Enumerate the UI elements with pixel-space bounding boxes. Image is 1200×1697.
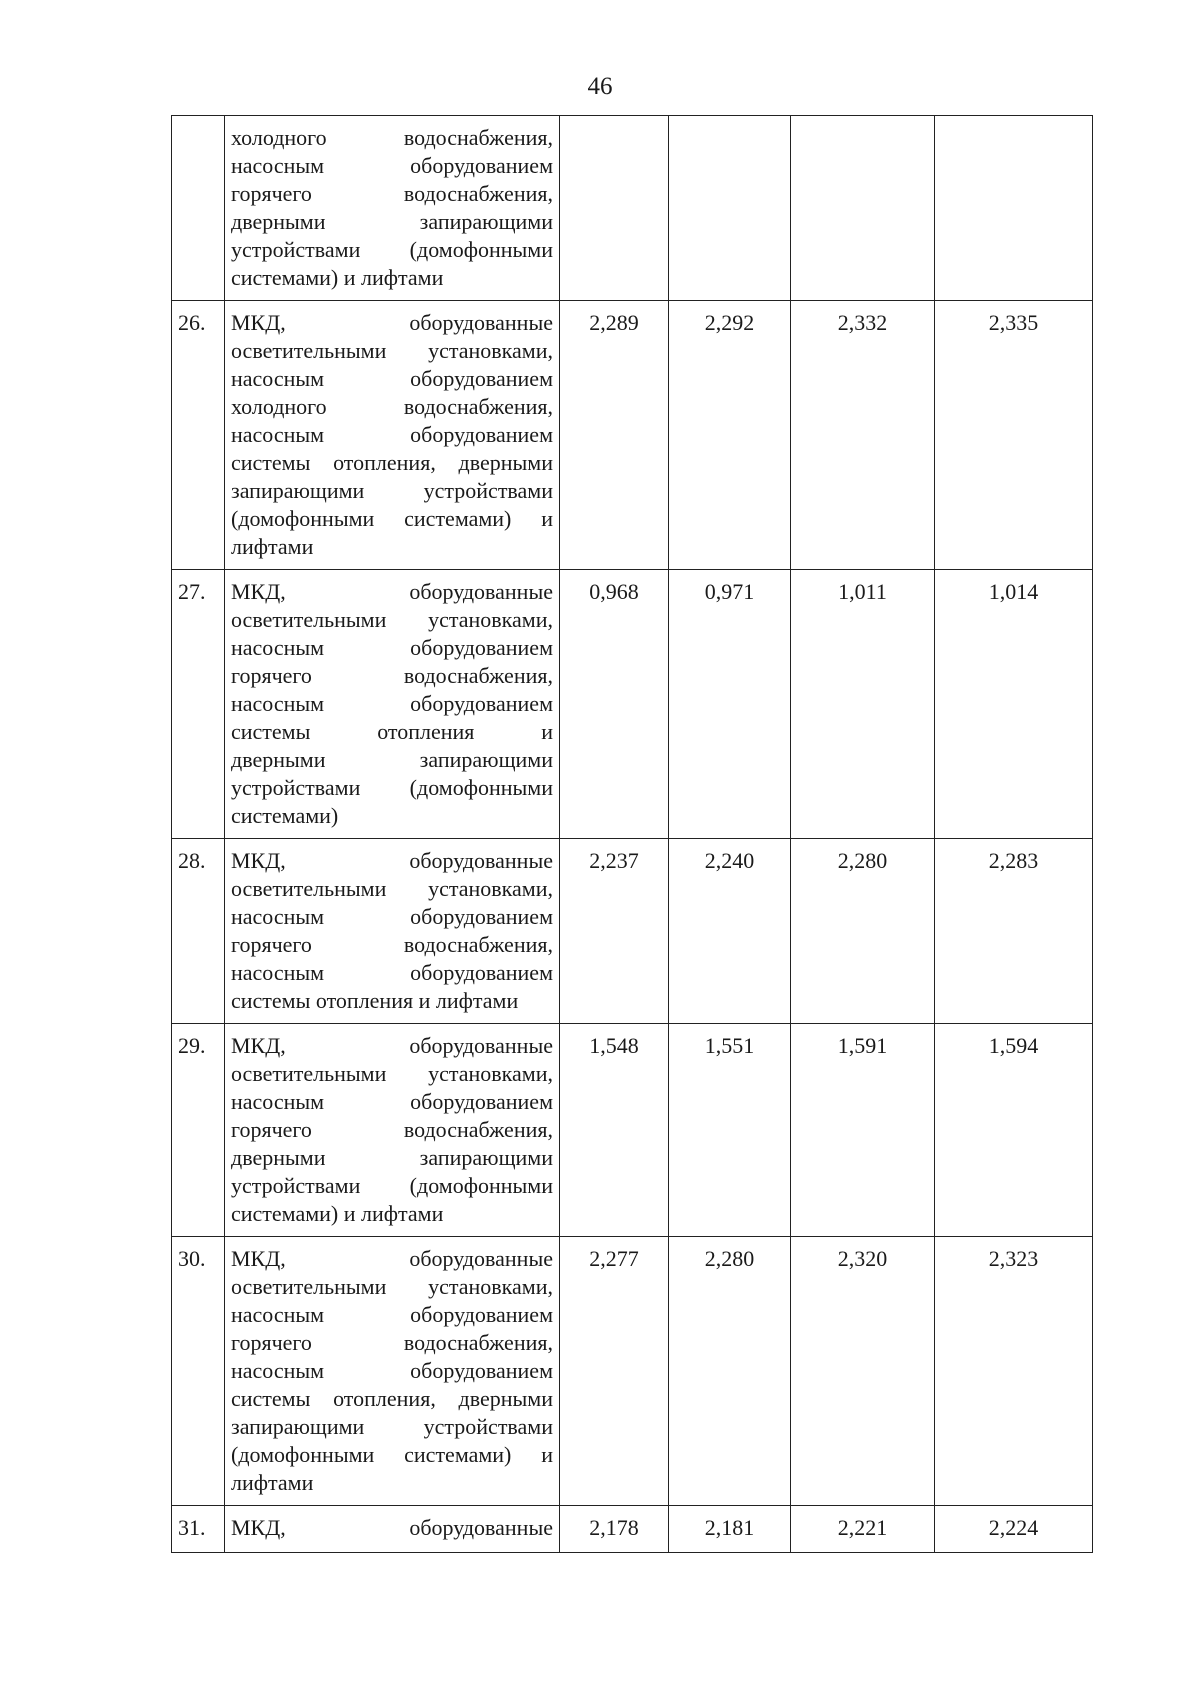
- description-line: горячего водоснабжения,: [231, 1330, 553, 1355]
- description-line: МКД, оборудованные: [231, 1033, 553, 1058]
- description-line: (домофонными системами) и: [231, 506, 553, 531]
- value-cell-1: 2,178: [560, 1506, 669, 1553]
- value-cell-3: 2,280: [791, 839, 935, 1024]
- row-number: 29.: [172, 1024, 225, 1237]
- row-number: 31.: [172, 1506, 225, 1553]
- description-line: горячего водоснабжения,: [231, 181, 553, 206]
- value-cell-3: 2,320: [791, 1237, 935, 1506]
- description-line: системами): [231, 803, 339, 828]
- row-description: [225, 116, 560, 301]
- description-line: системами) и лифтами: [231, 1201, 444, 1226]
- value-cell-4: 1,014: [935, 570, 1093, 839]
- description-line: МКД, оборудованные: [231, 579, 553, 604]
- row-number: [172, 116, 225, 301]
- row-description: [225, 1506, 560, 1553]
- description-line: горячего водоснабжения,: [231, 932, 553, 957]
- description-line: системы отопления и лифтами: [231, 988, 519, 1013]
- value-cell-1: 2,237: [560, 839, 669, 1024]
- row-number: 26.: [172, 301, 225, 570]
- table-row: [172, 570, 1093, 839]
- value-cell-4: 2,323: [935, 1237, 1093, 1506]
- description-line: МКД, оборудованные: [231, 848, 553, 873]
- value-cell-3: 1,591: [791, 1024, 935, 1237]
- description-line: лифтами: [231, 534, 314, 559]
- value-cell-3: 2,221: [791, 1506, 935, 1553]
- description-line: насосным оборудованием: [231, 691, 553, 716]
- description-line: насосным оборудованием: [231, 904, 553, 929]
- row-description: [225, 570, 560, 839]
- description-line: системы отопления и: [231, 719, 553, 744]
- description-line: насосным оборудованием: [231, 1302, 553, 1327]
- value-cell-3: 1,011: [791, 570, 935, 839]
- description-line: холодного водоснабжения,: [231, 125, 553, 150]
- value-cell-2: 2,181: [669, 1506, 791, 1553]
- description-line: осветительными установками,: [231, 338, 553, 363]
- description-line: устройствами (домофонными: [231, 237, 553, 262]
- description-line: осветительными установками,: [231, 1274, 553, 1299]
- description-line: МКД, оборудованные: [231, 1246, 553, 1271]
- description-line: осветительными установками,: [231, 876, 553, 901]
- description-line: насосным оборудованием: [231, 1089, 553, 1114]
- description-line: системы отопления, дверными: [231, 1386, 553, 1411]
- table-row: [172, 839, 1093, 1024]
- table-row: [172, 1024, 1093, 1237]
- description-line: дверными запирающими: [231, 747, 553, 772]
- row-description: [225, 301, 560, 570]
- tariff-table: [171, 115, 1093, 1553]
- description-line: осветительными установками,: [231, 1061, 553, 1086]
- value-cell-1: 0,968: [560, 570, 669, 839]
- description-line: горячего водоснабжения,: [231, 663, 553, 688]
- value-cell-2: 2,240: [669, 839, 791, 1024]
- value-cell-2: [669, 116, 791, 301]
- description-line: МКД, оборудованные: [231, 1515, 553, 1540]
- description-line: (домофонными системами) и: [231, 1442, 553, 1467]
- row-number: 27.: [172, 570, 225, 839]
- description-line: насосным оборудованием: [231, 635, 553, 660]
- description-line: МКД, оборудованные: [231, 310, 553, 335]
- value-cell-4: 2,224: [935, 1506, 1093, 1553]
- value-cell-2: 0,971: [669, 570, 791, 839]
- description-line: системы отопления, дверными: [231, 450, 553, 475]
- value-cell-1: 2,289: [560, 301, 669, 570]
- value-cell-1: 1,548: [560, 1024, 669, 1237]
- table-row: [172, 1237, 1093, 1506]
- value-cell-4: 2,335: [935, 301, 1093, 570]
- description-line: дверными запирающими: [231, 1145, 553, 1170]
- description-line: устройствами (домофонными: [231, 1173, 553, 1198]
- description-line: устройствами (домофонными: [231, 775, 553, 800]
- value-cell-4: 1,594: [935, 1024, 1093, 1237]
- description-line: осветительными установками,: [231, 607, 553, 632]
- table-row: [172, 301, 1093, 570]
- value-cell-2: 2,280: [669, 1237, 791, 1506]
- value-cell-4: 2,283: [935, 839, 1093, 1024]
- row-description: [225, 839, 560, 1024]
- value-cell-3: 2,332: [791, 301, 935, 570]
- description-line: насосным оборудованием: [231, 1358, 553, 1383]
- value-cell-3: [791, 116, 935, 301]
- description-line: насосным оборудованием: [231, 153, 553, 178]
- description-line: насосным оборудованием: [231, 960, 553, 985]
- value-cell-4: [935, 116, 1093, 301]
- description-line: дверными запирающими: [231, 209, 553, 234]
- page-number: 46: [587, 73, 613, 100]
- description-line: запирающими устройствами: [231, 1414, 553, 1439]
- description-line: лифтами: [231, 1470, 314, 1495]
- description-line: насосным оборудованием: [231, 422, 553, 447]
- row-number: 28.: [172, 839, 225, 1024]
- description-line: системами) и лифтами: [231, 265, 444, 290]
- row-description: [225, 1237, 560, 1506]
- description-line: насосным оборудованием: [231, 366, 553, 391]
- description-line: горячего водоснабжения,: [231, 1117, 553, 1142]
- value-cell-1: [560, 116, 669, 301]
- table-body: [172, 116, 1093, 1553]
- value-cell-1: 2,277: [560, 1237, 669, 1506]
- description-line: запирающими устройствами: [231, 478, 553, 503]
- row-number: 30.: [172, 1237, 225, 1506]
- table-row: [172, 116, 1093, 301]
- value-cell-2: 1,551: [669, 1024, 791, 1237]
- table-row: [172, 1506, 1093, 1553]
- description-line: холодного водоснабжения,: [231, 394, 553, 419]
- value-cell-2: 2,292: [669, 301, 791, 570]
- row-description: [225, 1024, 560, 1237]
